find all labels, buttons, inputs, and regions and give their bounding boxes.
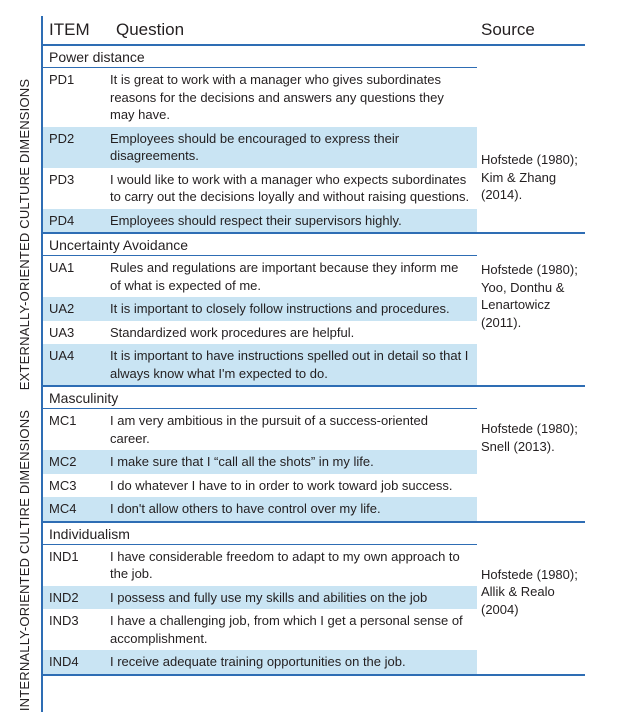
item-question: It is great to work with a manager who gives subordinates reasons for the decisions and answers any questions they may have. <box>110 72 444 122</box>
section-title: Power distance <box>43 46 477 68</box>
item-question: I receive adequate training opportunities on the job. <box>110 654 406 669</box>
item-id: PD2 <box>49 130 75 146</box>
table-header <box>43 16 585 46</box>
item-question: I make sure that I “call all the shots” in my life. <box>110 454 374 469</box>
section-source: Hofstede (1980); Snell (2013). <box>481 421 578 454</box>
table-row <box>43 297 477 321</box>
item-question: Employees should be encouraged to express their disagreements. <box>110 130 400 163</box>
table-row <box>43 321 477 345</box>
culture-dimensions-table <box>43 16 585 676</box>
item-question: I would like to work with a manager who expects subordinates to carry out the decisions loyally and without raising questions. <box>110 171 470 204</box>
item-question: It is important to closely follow instructions and procedures. <box>110 301 450 316</box>
item-question: It is important to have instructions spelled out in detail so that I always know what I'm expected to do. <box>110 348 469 381</box>
section-source: Hofstede (1980); Allik & Realo (2004) <box>481 566 578 617</box>
table-row <box>43 586 477 610</box>
item-question: I possess and fully use my skills and abilities on the job <box>110 589 428 605</box>
table-row <box>43 450 477 474</box>
item-id: UA2 <box>49 301 75 316</box>
table-row <box>43 650 477 674</box>
table-row <box>43 545 477 586</box>
item-id: IND4 <box>49 654 79 669</box>
item-question: Employees should respect their supervisors highly. <box>110 212 402 228</box>
section-source: Hofstede (1980); Kim & Zhang (2014). <box>481 152 578 202</box>
side-label-external <box>16 58 34 410</box>
item-id: MC1 <box>49 413 77 428</box>
section-title: Individualism <box>43 523 477 545</box>
table-row <box>43 127 477 168</box>
table-row <box>43 409 477 450</box>
table-row <box>43 609 477 650</box>
table-row <box>43 168 477 209</box>
table-row <box>43 344 477 385</box>
table-row <box>43 209 477 233</box>
side-label-internal <box>16 410 34 710</box>
section-masculinity <box>43 387 585 523</box>
table-row <box>43 497 477 521</box>
item-id: IND3 <box>49 613 79 628</box>
section-individualism <box>43 523 585 676</box>
item-question: Standardized work procedures are helpful. <box>110 324 355 340</box>
side-label-external-text: EXTERNALLY-ORIENTED CULTURE DIMENSIONS <box>17 78 33 390</box>
item-id: PD3 <box>49 171 75 187</box>
side-label-internal-text: INTERNALLY-ORIENTED CULTIRE DIMENSIONS <box>17 409 33 711</box>
table-row <box>43 256 477 297</box>
section-power-distance <box>43 46 585 234</box>
section-title: Masculinity <box>43 387 477 409</box>
item-id: UA4 <box>49 348 75 363</box>
header-question: Question <box>116 20 185 39</box>
item-question: I am very ambitious in the pursuit of a success-oriented career. <box>110 413 428 446</box>
item-id: PD1 <box>49 72 75 87</box>
item-question: Rules and regulations are important because they inform me of what is expected of me. <box>110 260 459 293</box>
item-id: IND1 <box>49 548 79 564</box>
section-title: Uncertainty Avoidance <box>43 234 477 256</box>
table-row <box>43 68 477 127</box>
item-question: I have a challenging job, from which I get a personal sense of accomplishment. <box>110 613 463 646</box>
item-id: UA3 <box>49 324 75 340</box>
item-question: I don't allow others to have control over my life. <box>110 501 381 516</box>
item-question: I have considerable freedom to adapt to my own approach to the job. <box>110 548 460 581</box>
section-source: Hofstede (1980); Yoo, Donthu & Lenartowicz (2011). <box>481 262 578 330</box>
header-item: ITEM <box>49 20 90 39</box>
section-uncertainty-avoidance <box>43 234 585 387</box>
item-id: IND2 <box>49 589 79 605</box>
item-id: PD4 <box>49 212 75 228</box>
header-source: Source <box>481 20 535 39</box>
item-id: MC2 <box>49 454 77 469</box>
item-id: UA1 <box>49 260 75 275</box>
item-id: MC3 <box>49 477 77 493</box>
item-id: MC4 <box>49 501 77 516</box>
item-question: I do whatever I have to in order to work toward job success. <box>110 477 453 493</box>
table-row <box>43 474 477 498</box>
